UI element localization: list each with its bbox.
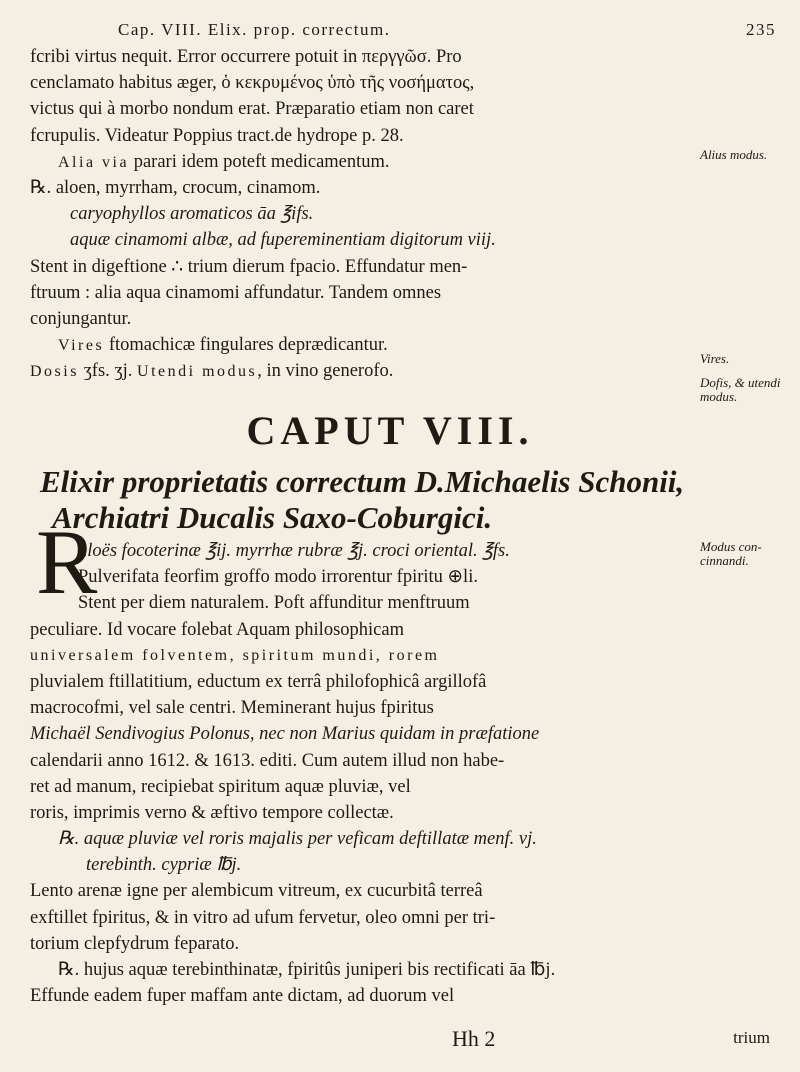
text-line: Alia via parari idem poteft medicamentum. (58, 151, 390, 172)
chapter-title: CAPUT VIII. (246, 408, 534, 453)
recipe-line: ℞. aquæ pluviæ vel roris majalis per veficam deftillatæ menf. vj. (58, 829, 537, 850)
page-header (60, 14, 780, 44)
small-caps: Alia via (58, 153, 130, 171)
recipe-line: aloës focoterinæ ℥ij. myrrhæ rubræ ℥j. croci oriental. ℥fs. (78, 541, 510, 561)
text-line: macrocofmi, vel sale centri. Meminerant hujus fpiritus (30, 698, 434, 719)
text-line: fcrupulis. Videatur Poppius tract.de hydrope p. 28. (30, 125, 404, 146)
text-line: calendarii anno 1612. & 1613. editi. Cum autem illud non habe- (30, 750, 505, 771)
text-line: pluvialem ftillatitium, eductum ex terrâ philofophicâ argillofâ (30, 671, 487, 692)
text-line: fcribi virtus nequit. Error occurrere potuit in περγγῶσ. Pro (30, 47, 462, 67)
text-line: Dosis ʒfs. ʒj. Utendi modus, in vino generofo. (30, 361, 394, 382)
text-line: Lento arenæ igne per alembicum vitreum, ex cucurbitâ terreâ (30, 881, 483, 902)
margin-note: Alius modus. (700, 147, 768, 162)
chapter-subtitle: Elixir proprietatis correctum D.Michaelis Schonii, (40, 464, 685, 499)
text-block (30, 538, 770, 1009)
text-line: victus qui à morbo nondum erat. Præparatio etiam non caret (30, 99, 474, 120)
text-line: Effunde eadem fuper maffam ante dictam, ad duorum vel (30, 986, 455, 1007)
running-head: Cap. VIII. Elix. prop. correctum. (118, 20, 391, 39)
recipe-line: aquæ cinamomi albæ, ad fupereminentiam digitorum viij. (70, 230, 496, 251)
chapter-subtitle: Archiatri Ducalis Saxo-Coburgici. (52, 500, 493, 535)
text-line: torium clepfydrum feparato. (30, 933, 240, 954)
drop-cap: R (36, 511, 98, 613)
text-block (30, 44, 770, 384)
text-line: ℞. hujus aquæ terebinthinatæ, fpiritûs juniperi bis rectificati āa ℔j. (58, 960, 556, 980)
catchword: trium (733, 1028, 770, 1047)
text-line: Michaël Sendivogius Polonus, nec non Marius quidam in præfatione (30, 724, 540, 745)
text-line: Stent in digeftione ∴ trium dierum fpacio. Effundatur men- (30, 256, 468, 277)
text-line: roris, imprimis verno & æftivo tempore collectæ. (30, 802, 394, 823)
text-line: cenclamato habitus æger, ὁ κεκρυμένος ὑπὸ τῆς νοσήματος, (30, 73, 475, 94)
text-line: exftillet fpiritus, & in vitro ad ufum fervetur, oleo omni per tri- (30, 907, 496, 928)
signature-mark: Hh 2 (452, 1026, 496, 1051)
text-line: universalem folventem, spiritum mundi, rorem (30, 646, 440, 664)
recipe-line: caryophyllos aromaticos āa ℥ifs. (70, 204, 314, 225)
recipe-line: terebinth. cypriæ ℔j. (86, 855, 242, 876)
page-number: 235 (746, 20, 776, 39)
text-line: Pulverifata feorfim groffo modo irrorentur fpiritu ⊕li. (78, 567, 478, 588)
margin-note: Dofis, & utendi modus. (700, 375, 781, 404)
margin-note: Vires. (700, 351, 730, 366)
recipe-line: ℞. aloen, myrrham, crocum, cinamom. (30, 177, 321, 198)
text-line: ftruum : alia aqua cinamomi affundatur. Tandem omnes (30, 282, 442, 303)
text-line: peculiare. Id vocare folebat Aquam philosophicam (30, 619, 404, 640)
text-line: ret ad manum, recipiebat spiritum aquæ pluviæ, vel (30, 776, 411, 797)
text-line: conjungantur. (30, 308, 132, 329)
text-line: Stent per diem naturalem. Poft affunditur menftruum (78, 593, 470, 614)
margin-note: Modus con-cinnandi. (700, 539, 762, 568)
text-line: Vires ftomachicæ fingulares deprædicantur. (58, 335, 388, 356)
